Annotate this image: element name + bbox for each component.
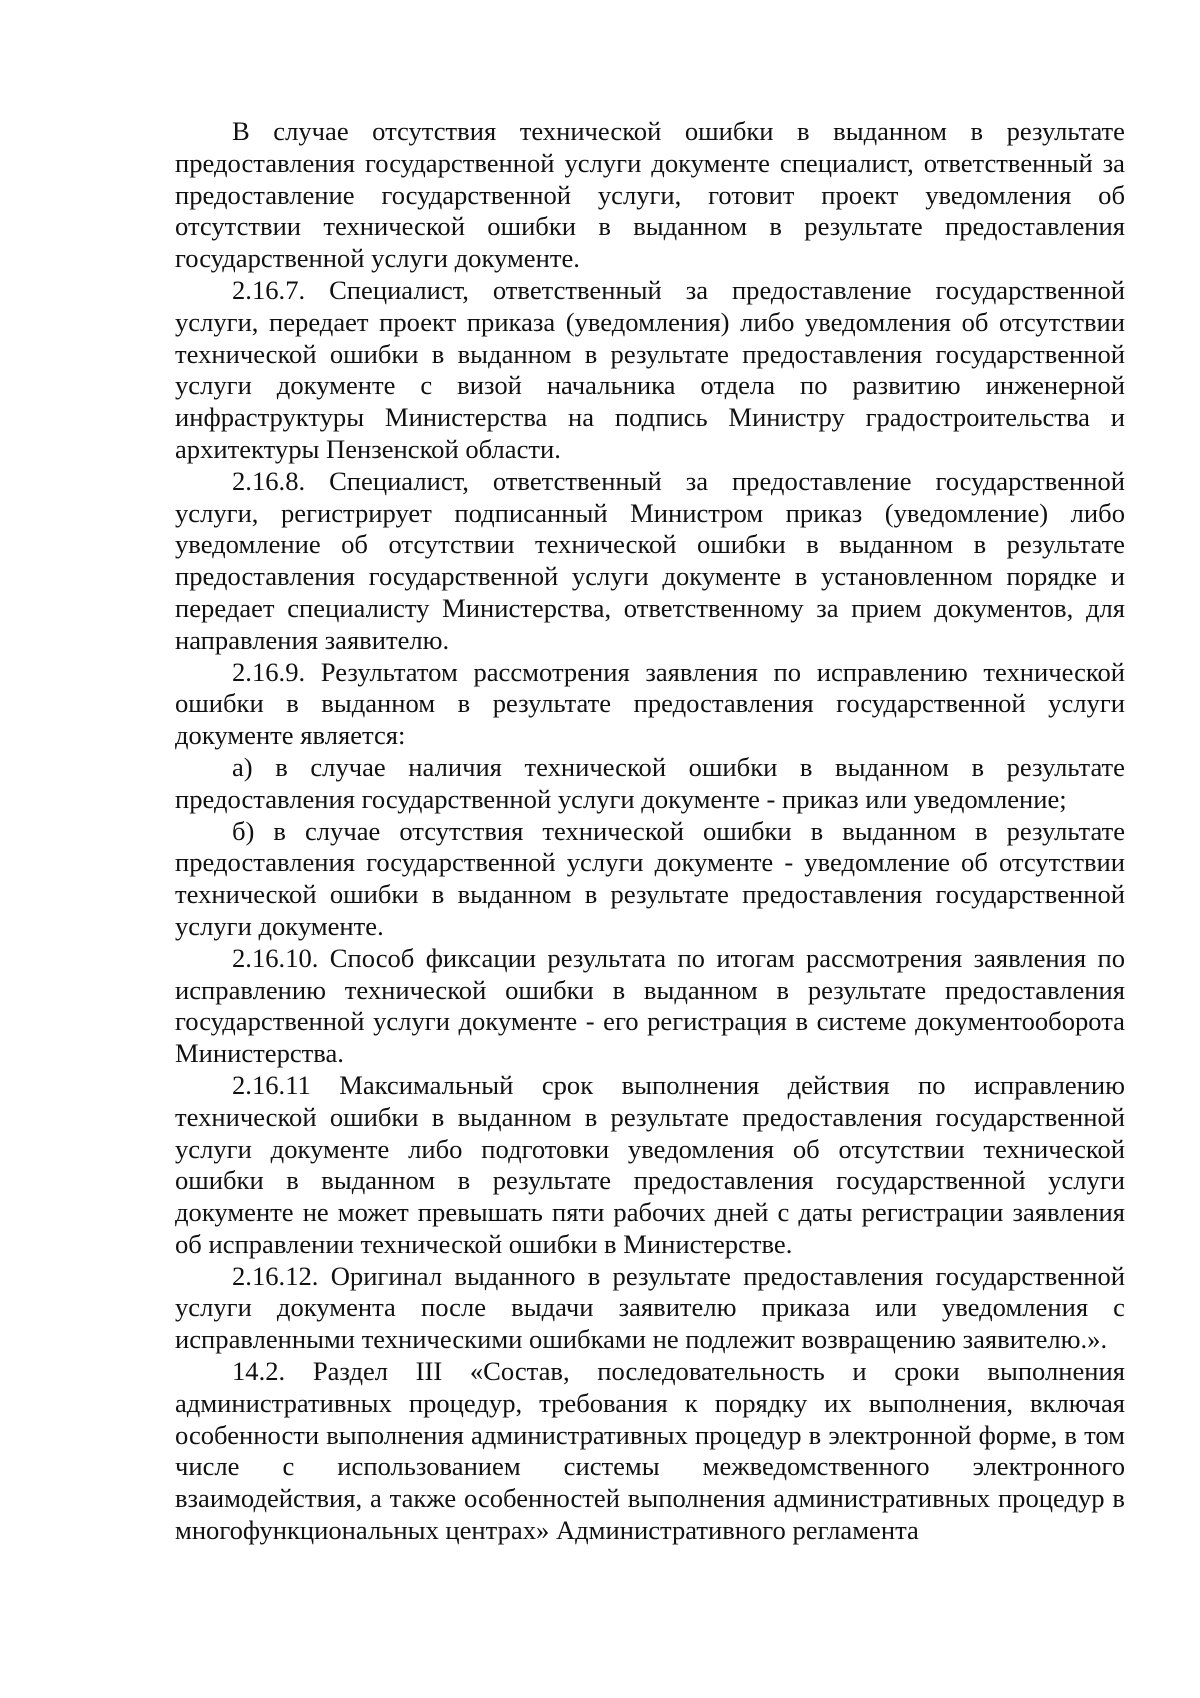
paragraph-2-16-8: 2.16.8. Специалист, ответственный за предоставление государственной услуги, регистрирует подписанный Министром приказ (уведомление) либо уведомление об отсутствии технической ошибки в выданном в результате предоставления государственной услуги документе в установленном порядке и передает специалисту Министерства, ответственному за прием документов, для направления заявителю. [175, 465, 1125, 655]
paragraph-item-b: б) в случае отсутствия технической ошибки в выданном в результате предоставления государственной услуги документе - уведомление об отсутствии технической ошибки в выданном в результате предоставления государственной услуги документе. [175, 815, 1125, 941]
paragraph-item-a: а) в случае наличия технической ошибки в выданном в результате предоставления государственной услуги документе - приказ или уведомление; [175, 751, 1125, 814]
paragraph-no-error-notice: В случае отсутствия технической ошибки в выданном в результате предоставления государственной услуги документе специалист, ответственный за предоставление государственной услуги, готовит проект уведомления об отсутствии технической ошибки в выданном в результате предоставления государственной услуги документе. [175, 116, 1125, 274]
paragraph-2-16-11: 2.16.11 Максимальный срок выполнения действия по исправлению технической ошибки в выданном в результате предоставления государственной услуги документе либо подготовки уведомления об отсутствии технической ошибки в выданном в результате предоставления государственной услуги документе не может превышать пяти рабочих дней с даты регистрации заявления об исправлении технической ошибки в Министерстве. [175, 1069, 1125, 1259]
paragraph-14-2: 14.2. Раздел III «Состав, последовательность и сроки выполнения административных процедур, требования к порядку их выполнения, включая особенности выполнения административных процедур в электронной форме, в том числе с использованием системы межведомственного электронного взаимодействия, а также особенностей выполнения административных процедур в многофункциональных центрах» Административного регламента [175, 1356, 1125, 1546]
paragraph-2-16-12: 2.16.12. Оригинал выданного в результате предоставления государственной услуги документа после выдачи заявителю приказа или уведомления с исправленными техническими ошибками не подлежит возвращению заявителю.». [175, 1260, 1125, 1355]
paragraph-2-16-9: 2.16.9. Результатом рассмотрения заявления по исправлению технической ошибки в выданном в результате предоставления государственной услуги документе является: [175, 656, 1125, 751]
paragraph-2-16-10: 2.16.10. Способ фиксации результата по итогам рассмотрения заявления по исправлению технической ошибки в выданном в результате предоставления государственной услуги документе - его регистрация в системе документооборота Министерства. [175, 942, 1125, 1069]
paragraph-2-16-7: 2.16.7. Специалист, ответственный за предоставление государственной услуги, передает проект приказа (уведомления) либо уведомления об отсутствии технической ошибки в выданном в результате предоставления государственной услуги документе с визой начальника отдела по развитию инженерной инфраструктуры Министерства на подпись Министру градостроительства и архитектуры Пензенской области. [175, 274, 1125, 464]
document-page [175, 116, 1125, 1547]
